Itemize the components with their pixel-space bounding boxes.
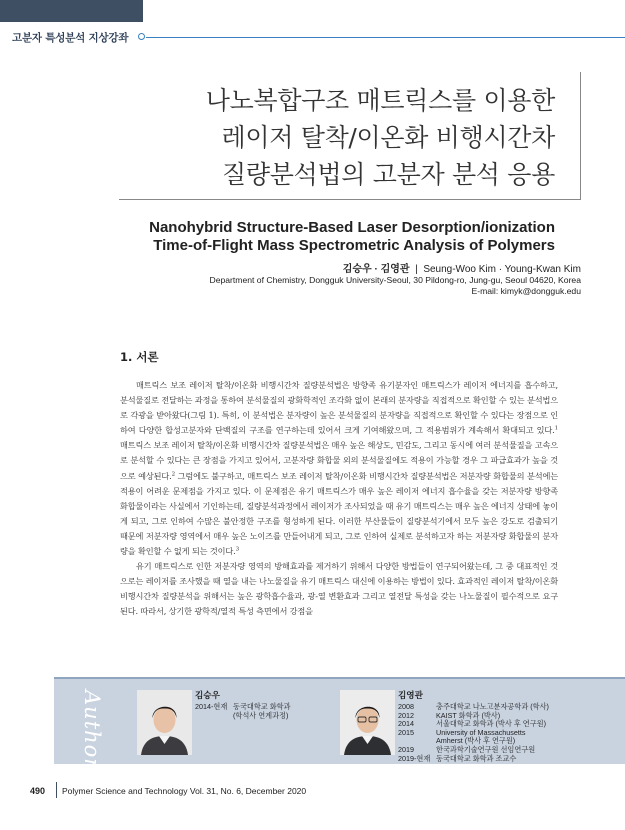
- author2-photo: [340, 690, 395, 755]
- career-row: 2015 University of Massachusetts: [398, 727, 526, 737]
- author2-career: [398, 703, 549, 763]
- page-number: 490: [30, 786, 46, 796]
- career-row: 2014 서울대학교 화학과 (박사 후 연구원): [398, 719, 546, 729]
- section-rule: [146, 37, 625, 38]
- body-text: [120, 378, 558, 620]
- english-title-line: Nanohybrid Structure-Based Laser Desorption/ionization: [149, 219, 555, 236]
- author1-photo: [137, 690, 192, 755]
- header-bar: [0, 0, 143, 22]
- career-row: (학석사 연계과정): [233, 710, 289, 720]
- paragraph-text: 매트릭스 보조 레이저 탈착/이온화 비행시간차 질량분석법은 매우 높은 해상도, 민감도, 그리고 동시에 여러 분석물질을 고속으로 분석할 수 있다는 큰 장점을 가지고 있어서, 고분자량 화합물 외의 분석물질에도 적용이 가능할 경우 그 파급효과가 높을 것으로 예상된다.: [120, 440, 558, 481]
- footer-divider: [56, 782, 57, 798]
- career-row: Amherst (박사 후 연구원): [436, 736, 516, 746]
- english-title-line: Time-of-Flight Mass Spectrometric Analysis of Polymers: [153, 237, 555, 254]
- reference-mark: 1: [554, 425, 558, 432]
- title-line: 레이저 탈착/이온화 비행시간차: [221, 123, 555, 152]
- career-row: 2008 충주대학교 나노고분자공학과 (학사): [398, 702, 549, 711]
- career-row: 2012 KAIST 화학과 (박사): [398, 710, 501, 720]
- career-row: 2019 한국과학기술연구원 선임연구원: [398, 744, 536, 754]
- section-label: 고분자 특성분석 지상강좌: [12, 32, 129, 44]
- affiliation-block: [210, 275, 581, 297]
- author-byline: [343, 260, 581, 275]
- author-side-text: Author: [80, 690, 104, 770]
- author1-career: [195, 703, 291, 720]
- paragraph: [120, 378, 558, 559]
- reference-mark: 2: [171, 470, 175, 477]
- circle-icon: [138, 33, 145, 40]
- section-heading: 1. 서론: [120, 350, 159, 364]
- english-title: [149, 219, 555, 255]
- paragraph-text: 그럼에도 불구하고, 매트릭스 보조 레이저 탈착/이온화 비행시간차 질량분석법은 저분자량 화합물의 분석에는 적용이 어려운 문제점을 가지고 있다. 이 문제점은 유기 매트릭스가 매우 높은 레이저 에너지 흡수율을 갖는 저분자량 방향족 화합물이라는 사실에서 기인하는데, 질량분석과정에서 레이저가 조사되었을 때 유기 매트릭스는 매우 높은 에너지 상태에 놓이게 되고, 그로 인하여 수많은 불안정한 구조를 형성하게 된다. 이러한 부산물들이 질량분석기에서 모두 높은 강도로 검출되기 때문에 저분자량 영역에서 매우 높은 노이즈를 만들어내게 되고, 그로 인하여 실제로 분석하고자 하는 저분자량 화합물의 분자량을 확인할 수 없게 되는 것이다.: [120, 470, 558, 557]
- affiliation: Department of Chemistry, Dongguk University-Seoul, 30 Pildong-ro, Jung-gu, Seoul 04620, Korea: [209, 275, 581, 285]
- career-row: 2014-현재 동국대학교 화학과: [195, 702, 291, 711]
- author2-name: 김영관: [398, 691, 423, 701]
- title-line: 나노복합구조 매트릭스를 이용한: [205, 86, 555, 115]
- author-box-rule: [54, 677, 625, 679]
- byline-divider: |: [412, 264, 424, 275]
- journal-info: Polymer Science and Technology Vol. 31, No. 6, December 2020: [62, 786, 307, 796]
- korean-title: [135, 82, 555, 193]
- email[interactable]: E-mail: kimyk@dongguk.edu: [471, 286, 581, 296]
- author-side-label: [56, 690, 116, 770]
- paragraph-text: 매트릭스 보조 레이저 탈착/이온화 비행시간차 질량분석법은 방향족 유기분자인 매트릭스가 레이저 에너지를 흡수하고, 분석물질로 전달하는 과정을 통하여 분석물질의 광화학적인 조각화 없이 본래의 분자량을 직접적으로 확인할 수 있는 분석법으로 각광을 받아왔다(그림 1). 특히, 이 분석법은 분자량이 높은 분석물질의 분자량을 직접적으로 확인할 수 있다는 장점으로 인하여 다양한 합성고분자와 단백질의 구조를 연구하는데 있어서 크게 기여해왔으며, 그 적용범위가 계속해서 확대되고 있다.: [120, 380, 558, 436]
- career-row: 2019-현재 동국대학교 화학과 조교수: [398, 753, 517, 763]
- authors-english: Seung-Woo Kim · Young-Kwan Kim: [423, 264, 581, 275]
- paragraph: 유기 매트릭스로 인한 저분자량 영역의 방해효과를 제거하기 위해서 다양한 방법들이 연구되어왔는데, 그 중 대표적인 것으로는 레이저를 조사했을 때 열을 내는 나노물질을 유기 매트릭스 대신에 이용하는 방법이 있다. 효과적인 레이저 탈착/이온화 비행시간차 질량분석을 위해서는 높은 광학흡수율과, 광-열 변환효과 그리고 열전달 특성을 갖는 나노물질이 필수적으로 요구된다. 따라서, 상기한 광학적/열적 특성 측면에서 강점을: [120, 561, 558, 617]
- authors-korean: 김승우 · 김영관: [342, 264, 410, 275]
- reference-mark: 3: [235, 546, 239, 553]
- author1-name: 김승우: [195, 691, 220, 701]
- title-line: 질량분석법의 고분자 분석 응용: [222, 160, 555, 189]
